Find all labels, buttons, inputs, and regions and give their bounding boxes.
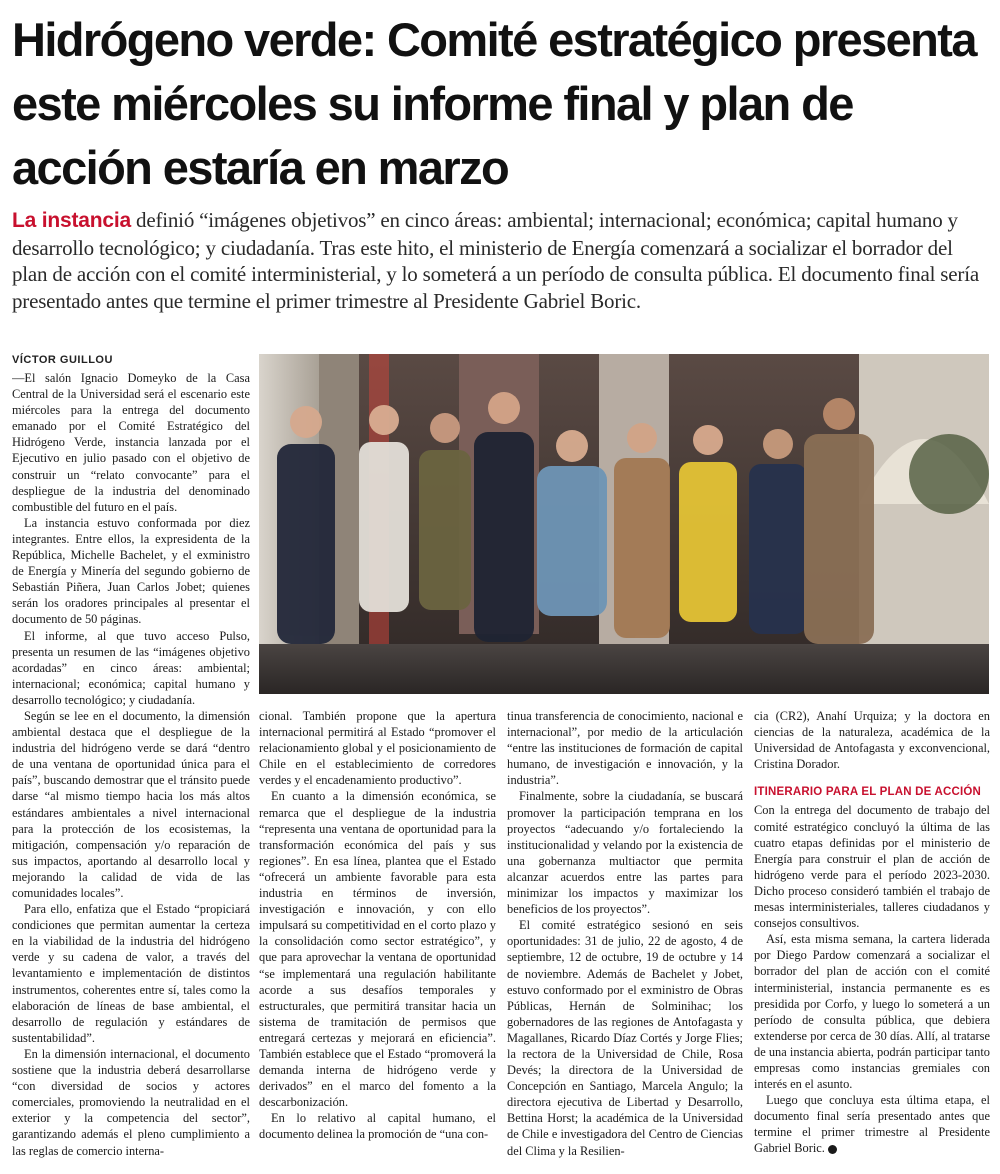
article-column-3 [507, 708, 743, 1166]
end-of-article-icon [828, 1145, 837, 1154]
headline: Hidrógeno verde: Comité estratégico presenta este miércoles su informe final y plan de acción estaría en marzo [12, 13, 976, 194]
article-column-2 [259, 708, 496, 1166]
paragraph: tinua transferencia de conocimiento, nacional e internacional”, por medio de la articulación “entre las instituciones de formación de capital humano, de investigación e innovación, y la industria”. [507, 709, 743, 788]
paragraph: El informe, al que tuvo acceso Pulso, presenta un resumen de las “imágenes objetivo acordadas” en cinco áreas: ambiental; internacional; económica; capital humano y desarrollo tecnológico; y ciudadanía. [12, 628, 250, 707]
paragraph: Así, esta misma semana, la cartera liderada por Diego Pardow comenzará a socializar el borrador del plan de acción con el comité interministerial, instancia permanente es es presidida por Corfo, y luego lo someterá a un período de consulta pública, que debiera extenderse por cerca de 30 días. Allí, al tratarse de una instancia abierta, podrán participar tanto empresas como instancias gremiales con interés en el asunto. [754, 932, 990, 1092]
group-photo [259, 354, 989, 694]
paragraph: cional. También propone que la apertura internacional permitirá al Estado “promover el relacionamiento global y el posicionamiento de Chile en el establecimiento de corredores verdes y el encadenamiento productivo”. [259, 709, 496, 788]
paragraph: Según se lee en el documento, la dimensión ambiental destaca que el despliegue de la industria del hidrógeno verde se dará “dentro de una ventana de oportunidad única para el país”, buscando demostrar que el tránsito puede darse “al mismo tiempo hacia los más altos estándares ambientales a nivel internacional para la protección de los ecosistemas, la mitigación, compensación y/o reparación de sus impactos, aportando al desarrollo local y mejorando la calidad de vida de las comunidades locales”. [12, 708, 250, 900]
paragraph: El comité estratégico sesionó en seis oportunidades: 31 de julio, 22 de agosto, 4 de septiembre, 12 de octubre, 19 de octubre y 14 de noviembre. Además de Bachelet y Jobet, estuvo conformado por el exministro de Obras Públicas, Hernán de Solminihac; los gobernadores de las regiones de Antofagasta y Magallanes, Ricardo Díaz Cortés y Jorge Flies; la rectora de la Universidad de Chile, Rosa Devés; la directora de la Universidad de Concepción en Santiago, Marcela Angulo; la directora ejecutiva de Libertad y Desarrollo, Bettina Horst; la académica de la Universidad de Chile e investigadora del Centro de Ciencias del Clima y la Resilien- [507, 918, 743, 1158]
paragraph: —El salón Ignacio Domeyko de la Casa Central de la Universidad será el escenario este miércoles para la entrega del documento emanado por el Comité Estratégico del Hidrógeno Verde, instancia lanzada por el Ejecutivo en julio pasado con el objetivo de construir un “relato convocante” para el despliegue de la industria del denominado combustible del futuro en el país. [12, 371, 250, 514]
byline: VÍCTOR GUILLOU [12, 354, 113, 366]
lead-paragraph [12, 207, 992, 314]
paragraph: Para ello, enfatiza que el Estado “propiciará condiciones que permitan aumentar la certeza en la viabilidad de la industria del hidrógeno verde y su cadena de valor, a través del levantamiento e implementación de distintos instrumentos, coherentes entre sí, tales como la elaboración de líneas de base ambiental, el desarrollo de regulación y estándares de sustentabilidad”. [12, 902, 250, 1045]
article-column-4 [754, 708, 990, 1168]
paragraph: En la dimensión internacional, el documento sostiene que la industria deberá desarrollarse “con diversidad de socios y actores comerciales, promoviendo la neutralidad en el exterior y la competencia del sector”, garantizando además el pleno cumplimiento a las reglas de comercio interna- [12, 1046, 250, 1158]
final-paragraph-text: Luego que concluya esta última etapa, el documento final sería presentado antes que termine el primer trimestre al Presidente Gabriel Boric. [754, 1093, 990, 1156]
lead-text: definió “imágenes objetivos” en cinco áreas: ambiental; internacional; económica; capital humano y desarrollo tecnológico; y ciudadanía. Tras este hito, el ministerio de Energía comenzará a socializar el borrador del plan de acción con el comité interministerial, y lo someterá a un período de consulta pública. El documento final sería presentado antes que termine el primer trimestre al Presidente Gabriel Boric. [12, 208, 979, 313]
lead-kicker: La instancia [12, 209, 131, 232]
paragraph: cia (CR2), Anahí Urquiza; y la doctora en ciencias de la naturaleza, académica de la Universidad de Antofagasta y exconvencional, Cristina Dorador. [754, 709, 990, 772]
group-photo-illustration [259, 354, 989, 694]
final-paragraph [754, 1092, 990, 1156]
article-column-1 [12, 370, 250, 1166]
paragraph: En lo relativo al capital humano, el documento delinea la promoción de “una con- [259, 1111, 496, 1142]
paragraph: La instancia estuvo conformada por diez integrantes. Entre ellos, la expresidenta de la República, Michelle Bachelet, y el exministro de Energía y Minería del segundo gobierno de Sebastián Piñera, Juan Carlos Jobet; quienes serán los oradores principales al presentar el documento de 50 páginas. [12, 515, 250, 627]
paragraph: Finalmente, sobre la ciudadanía, se buscará promover la participación temprana en los proyectos “adecuando y/o fortaleciendo la institucionalidad y velando por la existencia de una gobernanza multiactor que permita alcanzar acuerdos entre las partes para minimizar los impactos y maximizar los beneficios de los proyectos”. [507, 789, 743, 917]
paragraph: Con la entrega del documento de trabajo del comité estratégico concluyó la última de las cuatro etapas definidas por el ministerio de Energía para construir el plan de acción de hidrógeno verde para el período 2023-2030. Dicho proceso consideró también el trabajo de mesas interministeriales, talleres ciudadanos y consejos consultivos. [754, 803, 990, 931]
paragraph: En cuanto a la dimensión económica, se remarca que el despliegue de la industria “representa una ventana de oportunidad para la transformación económica del país y sus regiones”. En esa línea, plantea que el Estado “ofrecerá un ambiente favorable para esta industria en términos de inversión, investigación e innovación, y con ello impulsará su competitividad en el corto plazo y la consolidación como sector estratégico”, y que para aprovechar la ventana de oportunidad “se implementará una regulación habilitante acorde a sus desafíos temporales y estructurales, que permitirá transitar hacia un sistema de tramitación de permisos que entregará certezas y mejorará en eficiencia”. También establece que el Estado “promoverá la demanda interna de hidrógeno verde y derivados” en el marco del fomento a la descarbonización. [259, 789, 496, 1110]
section-subhead: ITINERARIO PARA EL PLAN DE ACCIÓN [754, 786, 982, 799]
